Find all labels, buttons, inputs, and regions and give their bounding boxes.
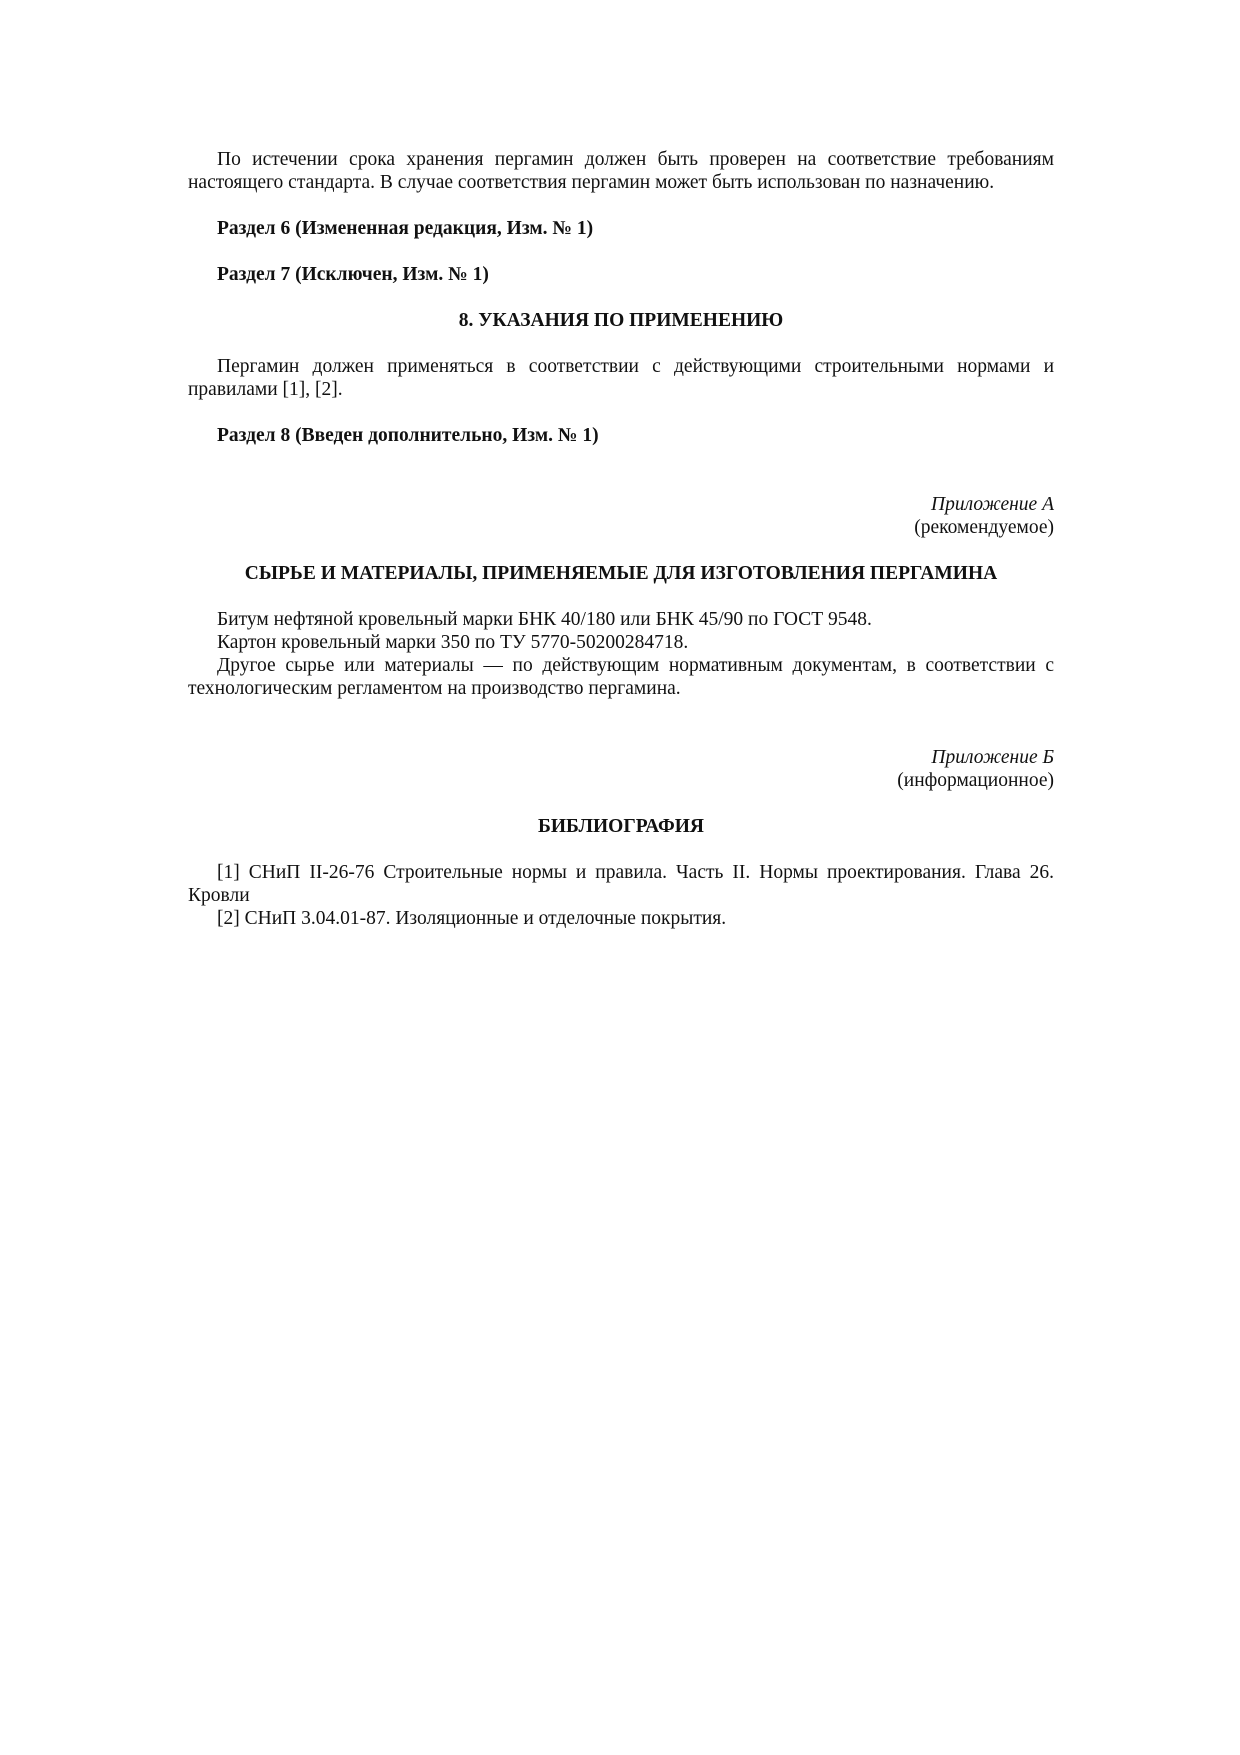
bibliography-ref-2: [2] СНиП 3.04.01-87. Изоляционные и отделочные покрытия.: [217, 908, 727, 929]
application-paragraph: Пергамин должен применяться в соответствии с действующими строительными нормами и правилами [1], [2].: [188, 356, 1054, 400]
appendix-a-line-cardboard: Картон кровельный марки 350 по ТУ 5770-50200284718.: [217, 632, 689, 653]
appendix-a-line-bitumen: Битум нефтяной кровельный марки БНК 40/180 или БНК 45/90 по ГОСТ 9548.: [217, 609, 872, 630]
section7-note: Раздел 7 (Исключен, Изм. № 1): [217, 264, 489, 285]
appendix-a-line-other: Другое сырье или материалы — по действующим нормативным документам, в соответствии с технологическим регламентом на производство пергамина.: [188, 655, 1054, 699]
appendix-b-type: (информационное): [897, 770, 1054, 791]
section6-note: Раздел 6 (Измененная редакция, Изм. № 1): [217, 218, 594, 239]
appendix-a-type: (рекомендуемое): [914, 517, 1054, 538]
appendix-b-label: Приложение Б: [931, 747, 1054, 768]
section8-heading: 8. УКАЗАНИЯ ПО ПРИМЕНЕНИЮ: [458, 310, 784, 331]
bibliography-ref-1: [1] СНиП II-26-76 Строительные нормы и правила. Часть II. Нормы проектирования. Глава 26. Кровли: [188, 862, 1054, 906]
appendix-b-title: БИБЛИОГРАФИЯ: [537, 816, 704, 837]
storage-paragraph: По истечении срока хранения пергамин должен быть проверен на соответствие требованиям настоящего стандарта. В случае соответствия пергамин может быть использован по назначению.: [188, 149, 1054, 193]
appendix-a-label: Приложение А: [931, 494, 1054, 515]
appendix-a-title: СЫРЬЕ И МАТЕРИАЛЫ, ПРИМЕНЯЕМЫЕ ДЛЯ ИЗГОТОВЛЕНИЯ ПЕРГАМИНА: [244, 563, 998, 584]
section8-note: Раздел 8 (Введен дополнительно, Изм. № 1): [217, 425, 599, 446]
document-body: [188, 148, 1054, 930]
